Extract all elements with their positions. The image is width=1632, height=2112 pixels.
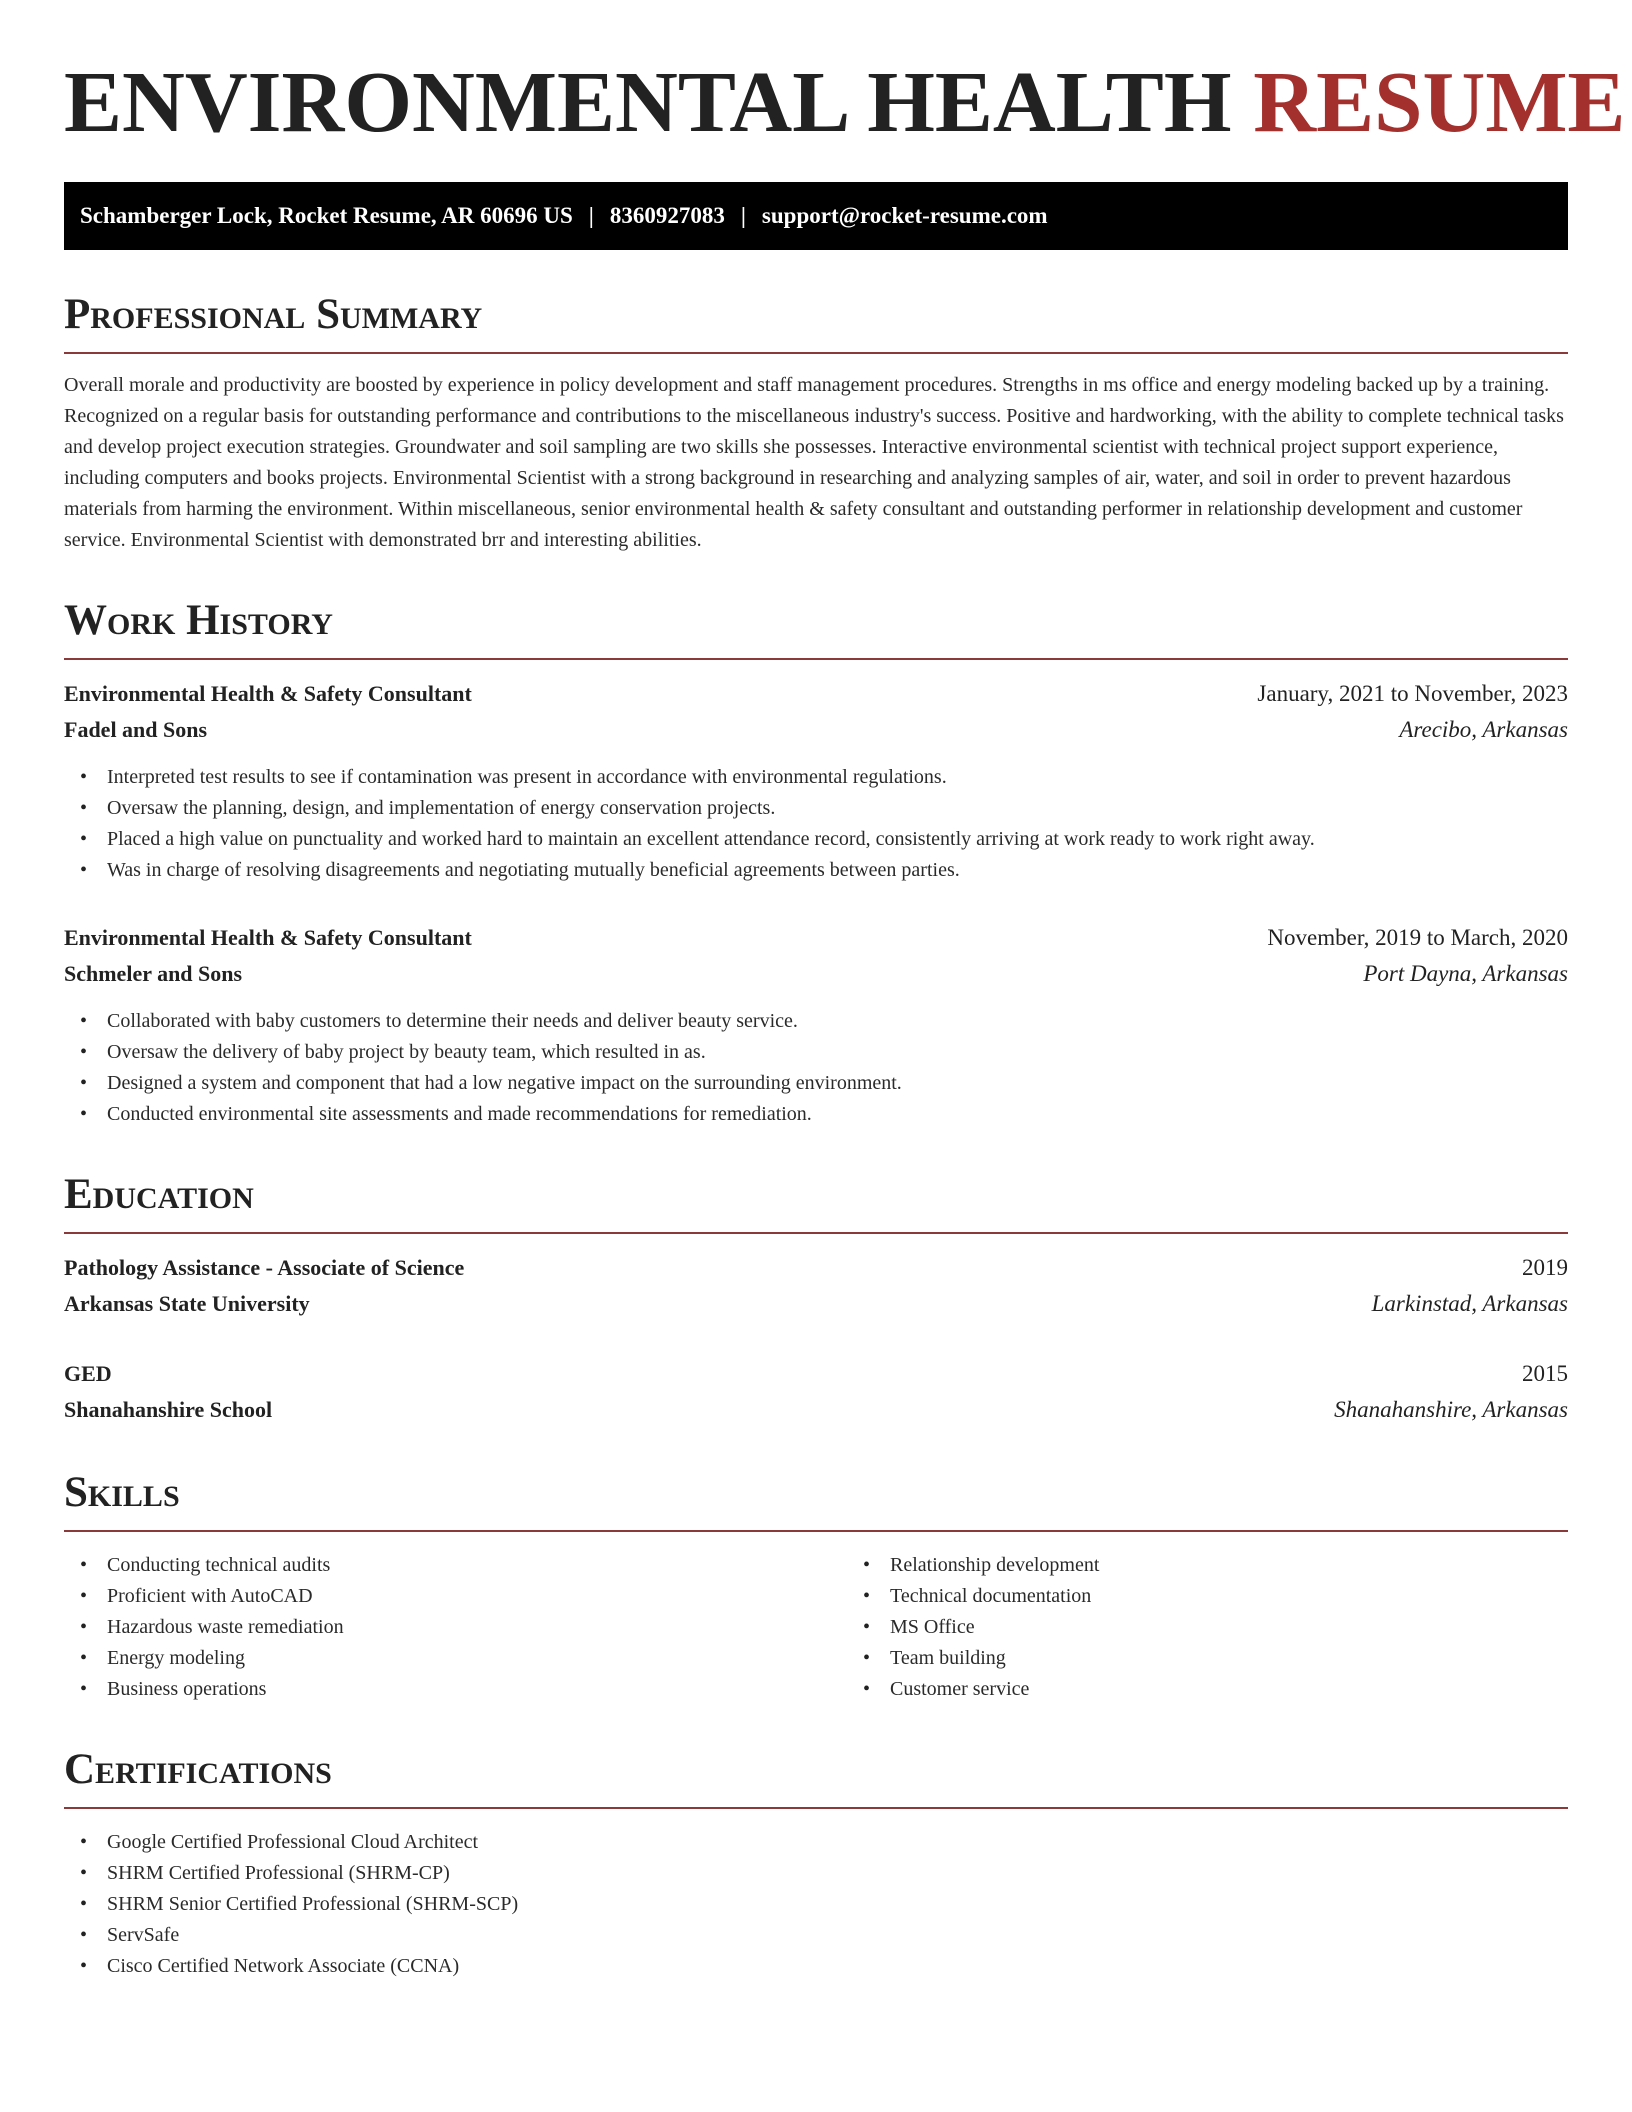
job-company: Schmeler and Sons [64,961,243,986]
skills-section [64,1468,1568,1705]
education-entry [64,1250,1568,1322]
work-history-section [64,596,1568,1130]
job-company: Fadel and Sons [64,717,208,742]
summary-text: Overall morale and productivity are boosted by experience in policy development and staff management procedures. Strengths in ms office and energy modeling backed up by a training. Recognized on a regular basis for outstanding performance and contributions to the miscellaneous industry's success. Positive and hardworking, with the ability to complete technical tasks and develop project execution strategies. Groundwater and soil sampling are two skills she possesses. Interactive environmental scientist with technical project support experience, including computers and books projects. Environmental Scientist with a strong background in researching and analyzing samples of air, water, and soil in order to prevent hazardous materials from harming the environment. Within miscellaneous, senior environmental health & safety consultant and outstanding performer in relationship development and customer service. Environmental Scientist with demonstrated brr and interesting abilities. [64,374,1564,551]
list-item: • Conducting technical audits [107,1550,847,1581]
list-item: • Oversaw the planning, design, and implementation of energy conservation projects. [107,793,1568,824]
certifications-section [64,1745,1568,1982]
education-entry [64,1356,1568,1428]
list-item: • Placed a high value on punctuality and worked hard to maintain an excellent attendance record, consistently arriving at work ready to work right away. [107,824,1568,855]
list-item: • Customer service [890,1674,1568,1705]
list-item: • Collaborated with baby customers to determine their needs and deliver beauty service. [107,1006,1568,1037]
list-item: • Business operations [107,1674,847,1705]
skills-list-left [64,1550,847,1705]
job-bullets [64,1006,1568,1130]
section-heading-education: Education [64,1170,1568,1234]
contact-separator: | [740,203,746,228]
skills-grid [64,1550,1568,1705]
education-degree: GED [64,1361,112,1386]
education-header-row [64,1250,1568,1286]
section-heading-work-history: Work History [64,596,1568,660]
certifications-list [64,1827,1568,1982]
list-item: • Proficient with AutoCAD [107,1581,847,1612]
job-dates: January, 2021 to November, 2023 [1257,681,1568,706]
education-location: Larkinstad, Arkansas [1371,1291,1568,1316]
list-item: • Energy modeling [107,1643,847,1674]
list-item: • Technical documentation [890,1581,1568,1612]
education-header-row [64,1356,1568,1392]
list-item: • SHRM Senior Certified Professional (SHRM-SCP) [107,1889,1568,1920]
job-bullets [64,762,1568,886]
list-item: • Google Certified Professional Cloud Architect [107,1827,1568,1858]
contact-address: Schamberger Lock, Rocket Resume, AR 60696 US [80,203,573,228]
summary-section [64,290,1568,556]
education-section [64,1170,1568,1428]
job-location: Arecibo, Arkansas [1399,717,1568,742]
job-header-row [64,676,1568,712]
job-company-row [64,956,1568,992]
list-item: • Conducted environmental site assessments and made recommendations for remediation. [107,1099,1568,1130]
list-item: • ServSafe [107,1920,1568,1951]
education-school-row [64,1286,1568,1322]
title-accent: RESUME [1253,53,1626,150]
list-item: • MS Office [890,1612,1568,1643]
list-item: • Designed a system and component that had a low negative impact on the surrounding environment. [107,1068,1568,1099]
list-item: • SHRM Certified Professional (SHRM-CP) [107,1858,1568,1889]
list-item: • Team building [890,1643,1568,1674]
list-item: • Oversaw the delivery of baby project by beauty team, which resulted in as. [107,1037,1568,1068]
job-title: Environmental Health & Safety Consultant [64,681,472,706]
education-school-row [64,1392,1568,1428]
education-year: 2015 [1522,1361,1568,1386]
section-heading-certifications: Certifications [64,1745,1568,1809]
list-item: • Relationship development [890,1550,1568,1581]
job-location: Port Dayna, Arkansas [1363,961,1568,986]
contact-separator: | [588,203,594,228]
title-main: ENVIRONMENTAL HEALTH [64,53,1232,150]
contact-email: support@rocket-resume.com [761,203,1048,228]
resume-title [64,52,1626,152]
section-heading-summary: Professional Summary [64,290,1568,354]
job-header-row [64,920,1568,956]
job-dates: November, 2019 to March, 2020 [1267,925,1568,950]
list-item: • Hazardous waste remediation [107,1612,847,1643]
skills-list-right [847,1550,1568,1705]
education-degree: Pathology Assistance - Associate of Science [64,1255,465,1280]
education-school: Shanahanshire School [64,1397,273,1422]
job-title: Environmental Health & Safety Consultant [64,925,472,950]
education-school: Arkansas State University [64,1291,310,1316]
section-heading-skills: Skills [64,1468,1568,1532]
list-item: • Was in charge of resolving disagreements and negotiating mutually beneficial agreements between parties. [107,855,1568,886]
list-item: • Interpreted test results to see if contamination was present in accordance with environmental regulations. [107,762,1568,793]
job-company-row [64,712,1568,748]
contact-phone: 8360927083 [609,203,725,228]
education-year: 2019 [1522,1255,1568,1280]
education-location: Shanahanshire, Arkansas [1334,1397,1568,1422]
list-item: • Cisco Certified Network Associate (CCNA) [107,1951,1568,1982]
job-entry [64,920,1568,1130]
job-entry [64,676,1568,886]
contact-bar [64,182,1568,250]
